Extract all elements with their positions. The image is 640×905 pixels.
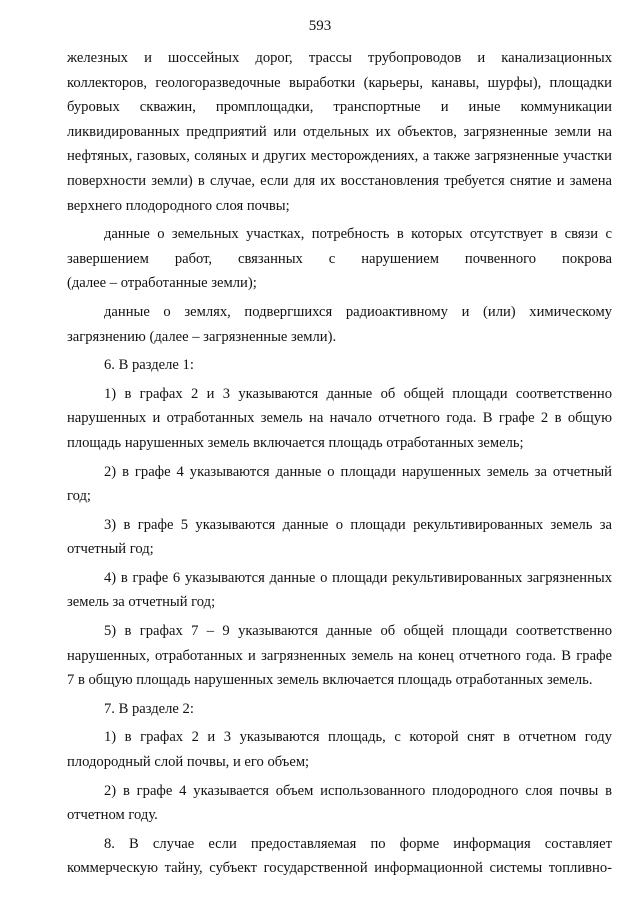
paragraph: [67, 300, 612, 349]
text-line: отчетном году.: [67, 807, 158, 824]
text-line: 2) в графе 4 указываются данные о площади нарушенных земель за отчетный: [104, 463, 612, 480]
paragraph: [67, 725, 612, 774]
text-line: 1) в графах 2 и 3 указываются площадь, с которой снят в отчетном году: [104, 729, 612, 746]
text-line: 7. В разделе 2:: [104, 700, 194, 717]
text-line: коммерческую тайну, субъект государственной информационной системы топливно-: [67, 860, 612, 877]
paragraph: [67, 832, 612, 881]
paragraph: [67, 697, 612, 722]
text-line: 2) в графе 4 указывается объем использованного плодородного слоя почвы в: [104, 782, 612, 799]
text-line: площадь нарушенных земель включается площадь отработанных земель;: [67, 434, 524, 451]
paragraph: [67, 46, 612, 218]
text-line: коллекторов, геологоразведочные выработки (карьеры, канавы, шурфы), площадки: [67, 74, 612, 91]
document-body: [67, 46, 612, 885]
text-line: 6. В разделе 1:: [104, 357, 194, 374]
text-line: данные о земельных участках, потребность в которых отсутствует в связи с: [104, 226, 612, 243]
paragraph: [67, 566, 612, 615]
text-line: 5) в графах 7 – 9 указываются данные об общей площади соответственно: [104, 623, 612, 640]
text-line: ликвидированных предприятий или отдельных их объектов, загрязненные земли на: [67, 123, 612, 140]
paragraph: [67, 222, 612, 296]
paragraph: [67, 619, 612, 693]
paragraph: [67, 382, 612, 456]
text-line: 7 в общую площадь нарушенных земель включается площадь отработанных земель.: [67, 672, 593, 689]
page-number: 593: [308, 18, 332, 34]
text-line: плодородный слой почвы, и его объем;: [67, 754, 310, 771]
text-line: буровых скважин, промплощадки, транспортные и иные коммуникации: [67, 99, 612, 116]
text-line: загрязнению (далее – загрязненные земли).: [67, 328, 337, 345]
text-line: 4) в графе 6 указываются данные о площади рекультивированных загрязненных: [104, 569, 612, 586]
paragraph: [67, 779, 612, 828]
text-line: отчетный год;: [67, 541, 154, 558]
text-line: данные о землях, подвергшихся радиоактивному и (или) химическому: [104, 303, 612, 320]
text-line: верхнего плодородного слоя почвы;: [67, 197, 290, 214]
paragraph: [67, 353, 612, 378]
text-line: год;: [67, 488, 91, 505]
text-line: (далее – отработанные земли);: [67, 275, 257, 292]
text-line: 3) в графе 5 указываются данные о площади рекультивированных земель за: [104, 516, 612, 533]
text-line: нефтяных, газовых, соляных и других месторождениях, а также загрязненные участки: [67, 148, 612, 165]
text-line: нарушенных, отработанных и загрязненных земель на конец отчетного года. В графе: [67, 647, 612, 664]
text-line: 8. В случае если предоставляемая по форме информация составляет: [104, 835, 612, 852]
text-line: поверхности земли) в случае, если для их восстановления требуется снятие и замена: [67, 172, 612, 189]
paragraph: [67, 460, 612, 509]
text-line: 1) в графах 2 и 3 указываются данные об общей площади соответственно: [104, 385, 612, 402]
text-line: земель за отчетный год;: [67, 594, 216, 611]
paragraph: [67, 513, 612, 562]
text-line: нарушенных и отработанных земель на начало отчетного года. В графе 2 в общую: [67, 410, 612, 427]
text-line: железных и шоссейных дорог, трассы трубопроводов и канализационных: [67, 50, 612, 66]
text-line: завершением работ, связанных с нарушением почвенного покрова: [67, 250, 612, 267]
